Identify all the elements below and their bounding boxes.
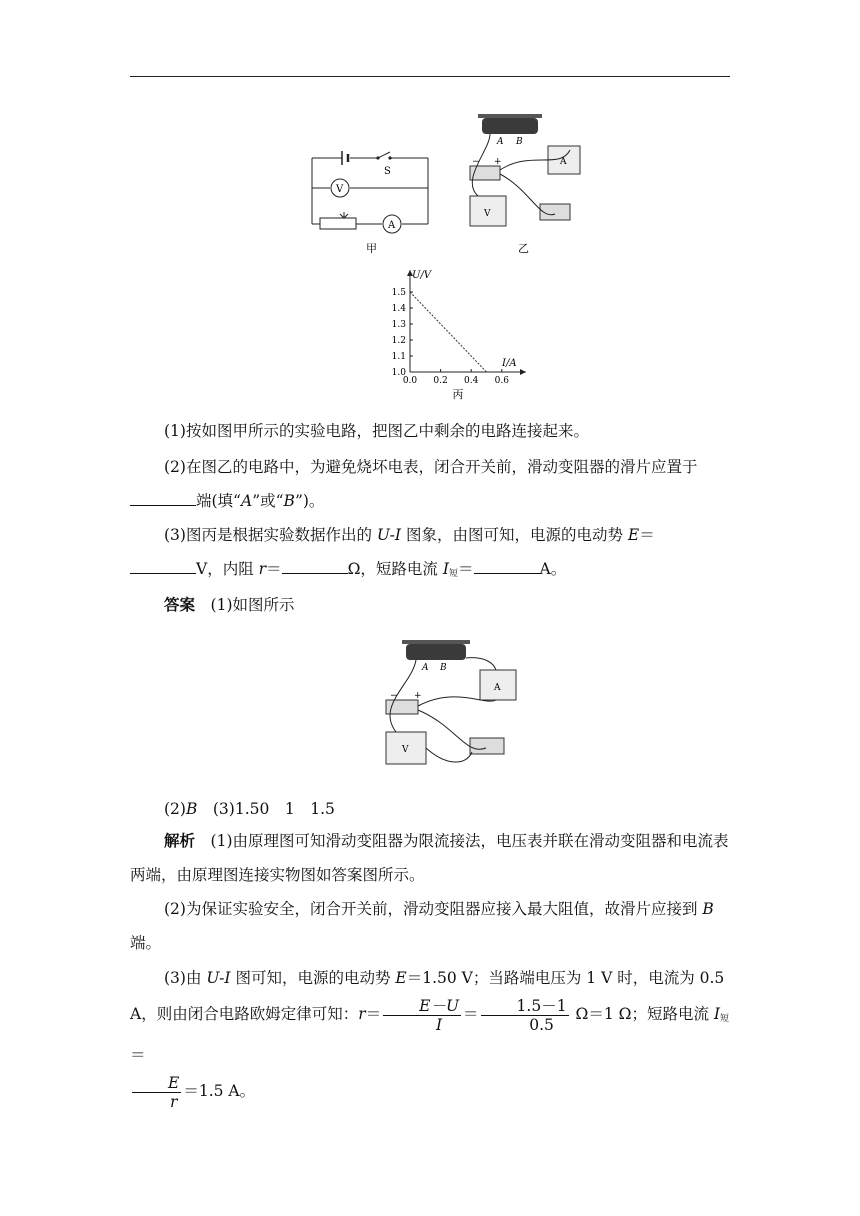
answer-apparatus-diagram <box>376 636 526 778</box>
svg-text:A: A <box>560 157 567 167</box>
fraction-e-over-r: $\frac{E}{r}$ <box>132 1074 181 1111</box>
svg-text:V: V <box>402 745 409 755</box>
svg-text:A: A <box>422 663 429 673</box>
x-axis-label: I/A <box>502 358 517 369</box>
header-rule <box>130 76 730 77</box>
answer-1: 答案 (1)如图所示 <box>164 595 295 614</box>
ammeter-label: A <box>388 220 396 231</box>
answer-blank <box>282 559 348 574</box>
y-tick-label: 1.3 <box>391 320 406 330</box>
figure-label-yi: 乙 <box>518 242 529 255</box>
y-tick-label: 1.2 <box>391 336 406 346</box>
fraction-numeric: $\frac{1.5-1}{0.5}$ <box>481 997 569 1034</box>
answer-blank <box>130 559 196 574</box>
rheostat-terminal-b: B <box>516 137 523 147</box>
x-tick-label: 0.6 <box>494 376 509 386</box>
y-tick-label: 1.4 <box>391 304 406 314</box>
svg-text:V: V <box>484 209 491 219</box>
battery-minus: − <box>472 157 480 167</box>
y-tick-label: 1.5 <box>391 288 406 298</box>
question-3: (3)图丙是根据实验数据作出的 U-I 图象，由图可知，电源的电动势 E＝ V，内阻 r＝ Ω，短路电流 $I_短= A$。 <box>130 518 730 591</box>
ui-chart <box>380 254 540 404</box>
circuit-diagram-jia <box>300 140 440 260</box>
x-axis-arrow <box>520 369 526 375</box>
rheostat-terminal-a: A <box>497 137 504 147</box>
x-tick-label: 0.2 <box>433 376 448 386</box>
switch-device-icon <box>470 738 504 754</box>
analysis-3: (3)由 U-I 图可知，电源的电动势 E＝1.50 V；当路端电压为 1 V 时，电流为 0.5 A，则由闭合电路欧姆定律可知：r＝ $\frac{E-U}{I}$ ＝ $\frac{1.5-1}{0.5}$ Ω＝1 Ω；短路电流 $I_短=$ $\frac{E}{r}$ ＝1.5 A。 <box>130 969 730 1111</box>
answer-blank <box>474 559 540 574</box>
rheostat-icon <box>482 118 538 134</box>
y-tick-label: 1.0 <box>391 368 406 378</box>
apparatus-diagram-yi <box>460 110 590 260</box>
figure-label-jia: 甲 <box>366 242 377 255</box>
rheostat-icon <box>406 644 466 660</box>
svg-text:A: A <box>494 683 501 693</box>
voltmeter-label: V <box>336 184 344 195</box>
question-2: (2)在图乙的电路中，为避免烧坏电表，闭合开关前，滑动变阻器的滑片应置于端(填“A”或“B”)。 <box>130 450 730 518</box>
battery-plus: + <box>494 157 502 167</box>
answer-blank <box>130 491 196 506</box>
analysis-1: 解析 (1)由原理图可知滑动变阻器为限流接法，电压表并联在滑动变阻器和电流表两端，由原理图连接实物图如答案图所示。 <box>130 831 729 884</box>
svg-text:−: − <box>390 691 398 701</box>
y-axis-label: U/V <box>412 270 432 281</box>
answer-2: (2)B (3)1.50 1 1.5 <box>164 800 335 818</box>
fraction-e-u-over-i: $\frac{E-U}{I}$ <box>383 997 461 1034</box>
analysis-2: (2)为保证实验安全，闭合开关前，滑动变阻器应接入最大阻值，故滑片应接到 B 端。 <box>130 900 714 952</box>
x-tick-label: 0.4 <box>464 376 479 386</box>
svg-text:B: B <box>440 663 447 673</box>
svg-text:+: + <box>414 691 422 701</box>
switch-label: S <box>384 166 391 177</box>
figure-label-bing: 丙 <box>452 388 464 401</box>
y-tick-label: 1.1 <box>391 352 406 362</box>
x-tick-label: 0.0 <box>402 376 418 386</box>
question-1: (1)按如图甲所示的实验电路，把图乙中剩余的电路连接起来。 <box>164 422 589 440</box>
switch-device-icon <box>540 204 570 220</box>
series-line <box>410 292 487 372</box>
